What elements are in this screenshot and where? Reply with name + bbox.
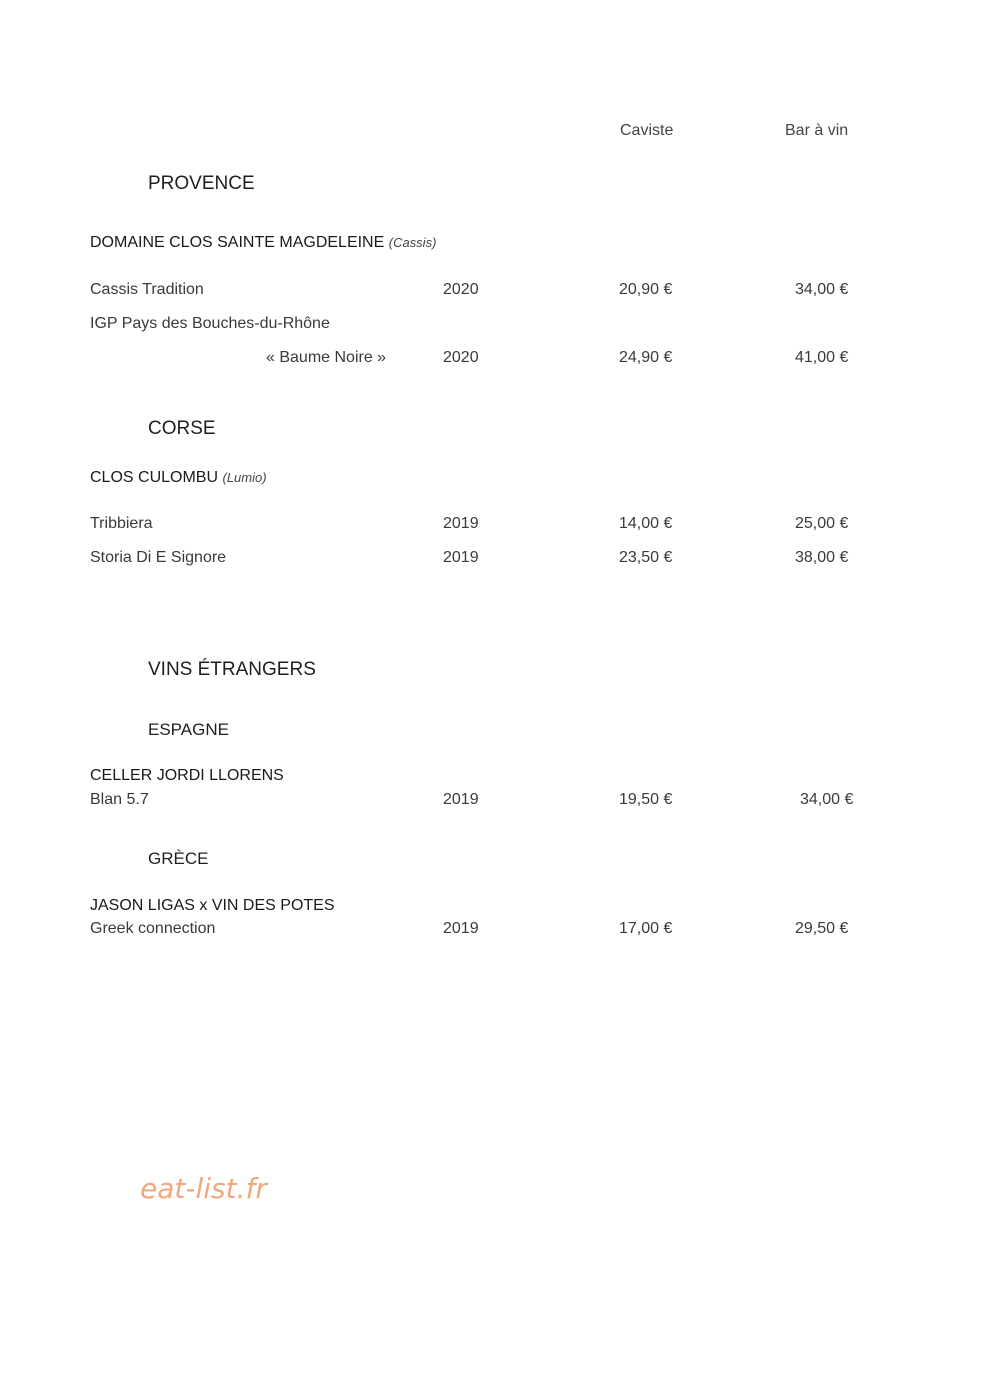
wine-year: 2019 <box>443 791 479 808</box>
wine-name: Storia Di E Signore <box>90 549 227 566</box>
wine-price-bar: 34,00 € <box>800 791 854 808</box>
wine-price-caviste: 20,90 € <box>619 281 673 298</box>
watermark-logo: eat-list.fr <box>140 1172 267 1205</box>
wine-price-caviste: 23,50 € <box>619 549 673 566</box>
domain-clos-sainte-magdeleine <box>90 234 436 252</box>
wine-price-bar: 34,00 € <box>795 281 849 298</box>
domain-clos-culombu <box>90 469 267 487</box>
domain-name: CLOS CULOMBU <box>90 469 219 486</box>
column-header-caviste: Caviste <box>620 122 674 139</box>
wine-name: Cassis Tradition <box>90 281 204 298</box>
wine-name: Greek connection <box>90 920 216 937</box>
wine-price-caviste: 19,50 € <box>619 791 673 808</box>
domain-location: (Cassis) <box>388 235 437 250</box>
column-header-bar-a-vin: Bar à vin <box>785 122 849 139</box>
wine-year: 2019 <box>443 920 479 937</box>
wine-price-bar: 38,00 € <box>795 549 849 566</box>
region-title-corse: CORSE <box>148 418 216 439</box>
wine-year: 2020 <box>443 349 479 366</box>
wine-year: 2020 <box>443 281 479 298</box>
wine-name: Blan 5.7 <box>90 791 149 808</box>
domain-location: (Lumio) <box>222 470 267 485</box>
country-title-grece: GRÈCE <box>148 849 209 868</box>
wine-name: « Baume Noire » <box>266 349 387 366</box>
domain-name: DOMAINE CLOS SAINTE MAGDELEINE <box>90 234 385 251</box>
wine-price-caviste: 24,90 € <box>619 349 673 366</box>
wine-price-bar: 41,00 € <box>795 349 849 366</box>
wine-appellation: IGP Pays des Bouches-du-Rhône <box>90 315 330 332</box>
wine-year: 2019 <box>443 515 479 532</box>
wine-year: 2019 <box>443 549 479 566</box>
region-title-provence: PROVENCE <box>148 173 255 194</box>
wine-price-bar: 29,50 € <box>795 920 849 937</box>
domain-celler-jordi-llorens: CELLER JORDI LLORENS <box>90 767 284 784</box>
domain-jason-ligas: JASON LIGAS x VIN DES POTES <box>90 897 335 914</box>
wine-price-caviste: 14,00 € <box>619 515 673 532</box>
wine-price-bar: 25,00 € <box>795 515 849 532</box>
region-title-vins-etrangers: VINS ÉTRANGERS <box>148 659 316 680</box>
wine-name: Tribbiera <box>90 515 153 532</box>
wine-price-caviste: 17,00 € <box>619 920 673 937</box>
country-title-espagne: ESPAGNE <box>148 720 229 739</box>
